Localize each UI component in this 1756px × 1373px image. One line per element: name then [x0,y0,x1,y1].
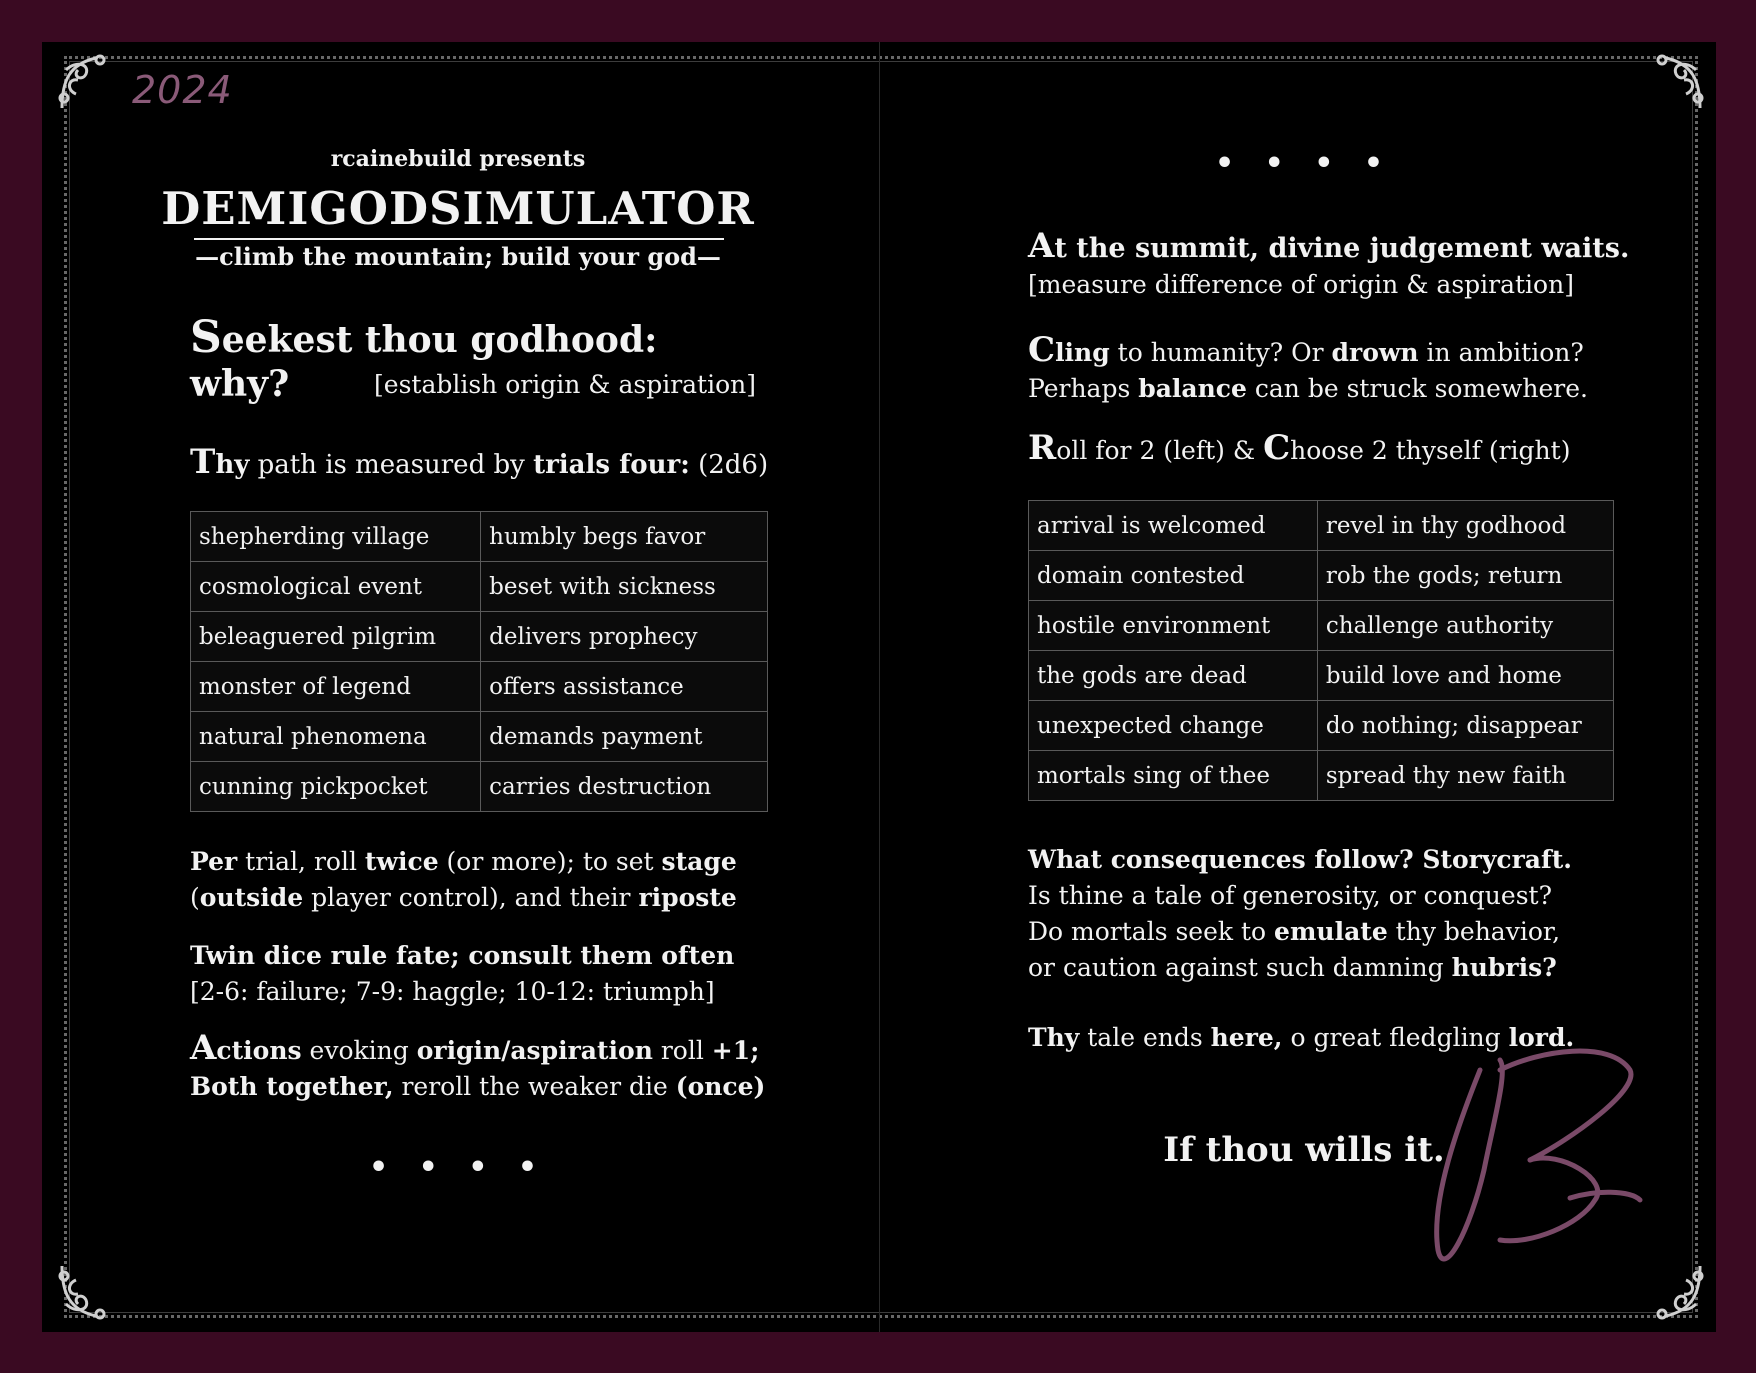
presenter-line: rcainebuild presents [330,146,586,172]
roll-heading: Roll for 2 (left) & Choose 2 thyself (right) [1028,428,1571,468]
ending-line: Thy tale ends here, o great fledgling lord. [1028,1023,1575,1052]
judgement-table [1028,500,1614,801]
table-row: natural phenomena demands payment [191,712,768,762]
closing-line: If thou wills it. [1163,1130,1445,1170]
section-divider: • • • • [1214,146,1394,181]
corner-ornament-icon [56,1260,120,1324]
summit-paragraph: At the summit, divine judgement waits. [measure difference of origin & aspiration] [1028,226,1630,299]
origin-question: Seekest thou godhood: why? [190,312,658,405]
table-row: shepherding village humbly begs favor [191,512,768,562]
drop-cap: S [190,312,222,363]
table-row: arrival is welcomed revel in thy godhood [1029,501,1614,551]
signature-icon [1420,1030,1650,1280]
corner-ornament-icon [1642,1260,1706,1324]
corner-ornament-icon [1642,50,1706,114]
per-trial-rule: Per trial, roll twice (or more); to set stage (outside player control), and their riposte [190,847,737,912]
table-row: hostile environment challenge authority [1029,601,1614,651]
title-underline [194,238,724,240]
table-row: cosmological event beset with sickness [191,562,768,612]
left-page [148,42,768,1332]
origin-note: [establish origin & aspiration] [374,370,756,399]
twin-dice-rule: Twin dice rule fate; consult them often [2-6: failure; 7-9: haggle; 10-12: triumph] [190,941,735,1006]
table-row: cunning pickpocket carries destruction [191,762,768,812]
table-row: monster of legend offers assistance [191,662,768,712]
trials-intro: Thy path is measured by trials four: (2d6) [190,442,769,482]
tagline: —climb the mountain; build your god— [195,242,721,271]
page-gutter [879,42,880,1332]
trials-table [190,511,768,812]
table-row: domain contested rob the gods; return [1029,551,1614,601]
table-row: unexpected change do nothing; disappear [1029,701,1614,751]
table-row: the gods are dead build love and home [1029,651,1614,701]
table-row: mortals sing of thee spread thy new faith [1029,751,1614,801]
consequences-paragraph: What consequences follow? Storycraft. Is thine a tale of generosity, or conquest? Do mortals seek to emulate thy behavior, or caution against such damning hubris? [1028,845,1572,982]
game-title: DEMIGODSIMULATOR [161,182,755,235]
table-row: beleaguered pilgrim delivers prophecy [191,612,768,662]
actions-rule: Actions evoking origin/aspiration roll +1; Both together, reroll the weaker die (once) [190,1028,766,1101]
cling-paragraph: Cling to humanity? Or drown in ambition? Perhaps balance can be struck somewhere. [1028,330,1588,403]
corner-ornament-icon [56,50,120,114]
section-divider: • • • • [368,1150,548,1185]
year-mark: 2024 [132,68,233,112]
